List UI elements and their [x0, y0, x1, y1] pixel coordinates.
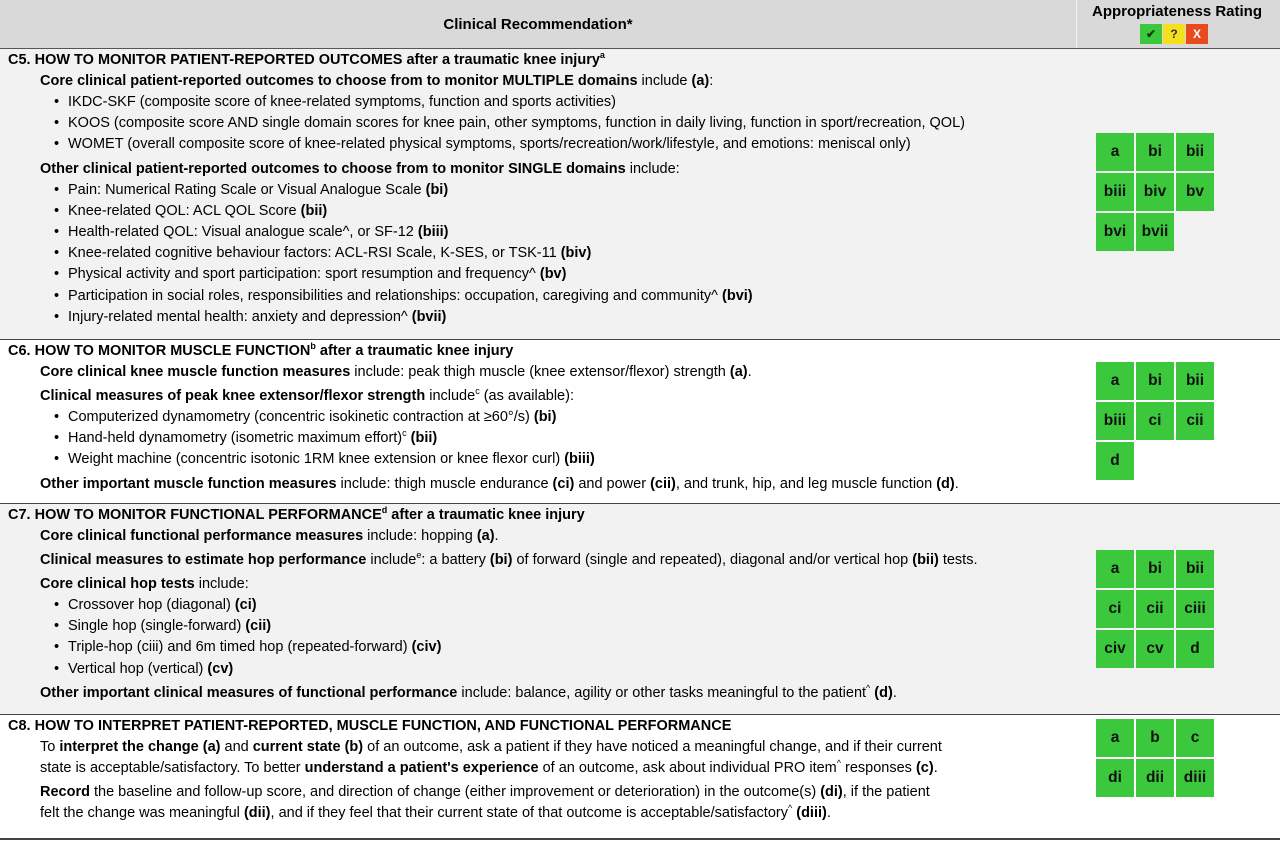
rating-cell: a	[1096, 719, 1134, 757]
rating-cell: dii	[1136, 759, 1174, 797]
rating-cell: bi	[1136, 550, 1174, 588]
list-item: • Knee-related cognitive behaviour factors: ACL-RSI Scale, K-SES, or TSK-11 (biv)	[68, 243, 1073, 264]
section-c8	[0, 714, 1280, 839]
c7-other: Other important clinical measures of functional performance include: balance, agility or other tasks meaningful to the patient^ (d).	[40, 682, 897, 701]
rating-cell: a	[1096, 550, 1134, 588]
section-c8-text	[8, 716, 1073, 824]
rating-column-header	[1076, 0, 1280, 48]
c7-rating-grid	[1096, 550, 1214, 668]
rating-cell: a	[1096, 362, 1134, 400]
rating-cell: cv	[1136, 630, 1174, 668]
section-c6-text	[8, 341, 1073, 495]
list-item: • Knee-related QOL: ACL QOL Score (bii)	[68, 201, 1073, 222]
c6-rating-grid	[1096, 362, 1214, 480]
list-item: • KOOS (composite score AND single domain scores for knee pain, other symptoms, function in daily living, function in sport/recreation, QOL)	[68, 113, 1073, 134]
c7-list	[8, 595, 1073, 680]
c6-list	[8, 407, 1073, 471]
rating-cell: bii	[1176, 362, 1214, 400]
c7-tests-intro: Core clinical hop tests include:	[40, 576, 249, 592]
list-item: • WOMET (overall composite score of knee-related physical symptoms, sports/recreation/work/lifestyle, and emotions: meniscal only)	[68, 134, 1073, 155]
rating-cell: a	[1096, 133, 1134, 171]
rating-cell: d	[1176, 630, 1214, 668]
empty-cell	[1176, 213, 1214, 251]
rating-cell: cii	[1176, 402, 1214, 440]
rating-cell: bii	[1176, 550, 1214, 588]
legend-appropriate: ✔	[1140, 24, 1162, 44]
rating-cell: bi	[1136, 133, 1174, 171]
section-c6-title: C6. HOW TO MONITOR MUSCLE FUNCTION$^b$ after a traumatic knee injury	[8, 341, 514, 359]
c8-paragraph-2: Record the baseline and follow-up score, and direction of change (either improvement or deterioration) in the outcome(s) (di), if the patient felt the change was meaningful (dii), and if they feel that their current state of that outcome is acceptable/satisfactory^ (diii).	[40, 784, 930, 821]
section-c7-title: C7. HOW TO MONITOR FUNCTIONAL PERFORMANCE$^d$ after a traumatic knee injury	[8, 505, 585, 523]
rating-cell: biv	[1136, 173, 1174, 211]
table-bottom-border	[0, 838, 1280, 840]
list-item: • Computerized dynamometry (concentric isokinetic contraction at ≥60°/s) (bi)	[68, 407, 1073, 428]
table-header	[0, 0, 1280, 49]
rating-cell: ci	[1096, 590, 1134, 628]
rating-cell: ci	[1136, 402, 1174, 440]
rating-cell: ciii	[1176, 590, 1214, 628]
c5-other-list	[8, 180, 1073, 328]
rating-cell: bii	[1176, 133, 1214, 171]
rating-cell: bi	[1136, 362, 1174, 400]
rating-cell: diii	[1176, 759, 1214, 797]
c5-rating-grid	[1096, 133, 1214, 251]
list-item: • Single hop (single-forward) (cii)	[68, 616, 1073, 637]
c6-core: Core clinical knee muscle function measures include: peak thigh muscle (knee extensor/flexor) strength (a).	[40, 364, 752, 380]
c6-other: Other important muscle function measures include: thigh muscle endurance (ci) and power (cii), and trunk, hip, and leg muscle function (d).	[40, 475, 959, 492]
rating-cell: civ	[1096, 630, 1134, 668]
c5-other-intro: Other clinical patient-reported outcomes to choose from to monitor SINGLE domains include:	[40, 160, 680, 177]
c5-core-list	[8, 92, 1073, 156]
rating-column-title: Appropriateness Rating	[1091, 3, 1263, 20]
list-item: • Pain: Numerical Rating Scale or Visual Analogue Scale (bi)	[68, 180, 1073, 201]
rating-cell: bv	[1176, 173, 1214, 211]
section-c5-title: C5. HOW TO MONITOR PATIENT-REPORTED OUTCOMES after a traumatic knee injury$^a$	[8, 50, 605, 68]
empty-cell	[1176, 442, 1214, 480]
rating-cell: b	[1136, 719, 1174, 757]
section-c5-text	[8, 50, 1073, 328]
list-item: • Participation in social roles, responsibilities and relationships: occupation, caregiving and community^ (bvi)	[68, 286, 1073, 307]
rating-cell: cii	[1136, 590, 1174, 628]
rating-legend	[1140, 24, 1208, 44]
rating-cell: di	[1096, 759, 1134, 797]
rating-cell: bvii	[1136, 213, 1174, 251]
legend-inappropriate: X	[1186, 24, 1208, 44]
section-c8-title: C8. HOW TO INTERPRET PATIENT-REPORTED, MUSCLE FUNCTION, AND FUNCTIONAL PERFORMANCE	[8, 718, 732, 734]
section-c7	[0, 503, 1280, 715]
rating-cell: biii	[1096, 173, 1134, 211]
list-item: • Crossover hop (diagonal) (ci)	[68, 595, 1073, 616]
rating-cell: biii	[1096, 402, 1134, 440]
list-item: • Triple-hop (ciii) and 6m timed hop (repeated-forward) (civ)	[68, 637, 1073, 658]
list-item: • Weight machine (concentric isotonic 1RM knee extension or knee flexor curl) (biii)	[68, 449, 1073, 470]
c7-hop-intro: Clinical measures to estimate hop performance include$^e$: a battery (bi) of forward (single and repeated), diagonal and/or vertical hop (bii) tests.	[40, 550, 978, 568]
legend-uncertain: ?	[1163, 24, 1185, 44]
recommendation-column-header: Clinical Recommendation*	[443, 15, 633, 33]
list-item: • Health-related QOL: Visual analogue scale^, or SF-12 (biii)	[68, 222, 1073, 243]
section-c7-text	[8, 505, 1073, 704]
rating-cell: bvi	[1096, 213, 1134, 251]
section-c6	[0, 339, 1280, 504]
c6-peak-intro: Clinical measures of peak knee extensor/flexor strength include$^c$ (as available):	[40, 386, 574, 404]
list-item: • Physical activity and sport participation: sport resumption and frequency^ (bv)	[68, 264, 1073, 285]
list-item: • Hand-held dynamometry (isometric maximum effort)$^c$ (bii)	[68, 428, 1073, 449]
list-item: • Vertical hop (vertical) (cv)	[68, 659, 1073, 680]
rating-cell: d	[1096, 442, 1134, 480]
list-item: • IKDC-SKF (composite score of knee-related symptoms, function and sports activities)	[68, 92, 1073, 113]
c5-core-intro: Core clinical patient-reported outcomes to choose from to monitor MULTIPLE domains include (a):	[40, 73, 714, 89]
empty-cell	[1136, 442, 1174, 480]
c8-rating-grid	[1096, 719, 1214, 797]
c7-core: Core clinical functional performance measures include: hopping (a).	[40, 528, 499, 544]
c8-paragraph-1: To interpret the change (a) and current state (b) of an outcome, ask a patient if they have noticed a meaningful change, and if their current state is acceptable/satisfactory. To better understand a patient's experience of an outcome, ask about individual PRO item^ responses (c).	[40, 739, 942, 776]
rating-cell: c	[1176, 719, 1214, 757]
section-c5	[0, 49, 1280, 339]
list-item: • Injury-related mental health: anxiety and depression^ (bvii)	[68, 307, 1073, 328]
